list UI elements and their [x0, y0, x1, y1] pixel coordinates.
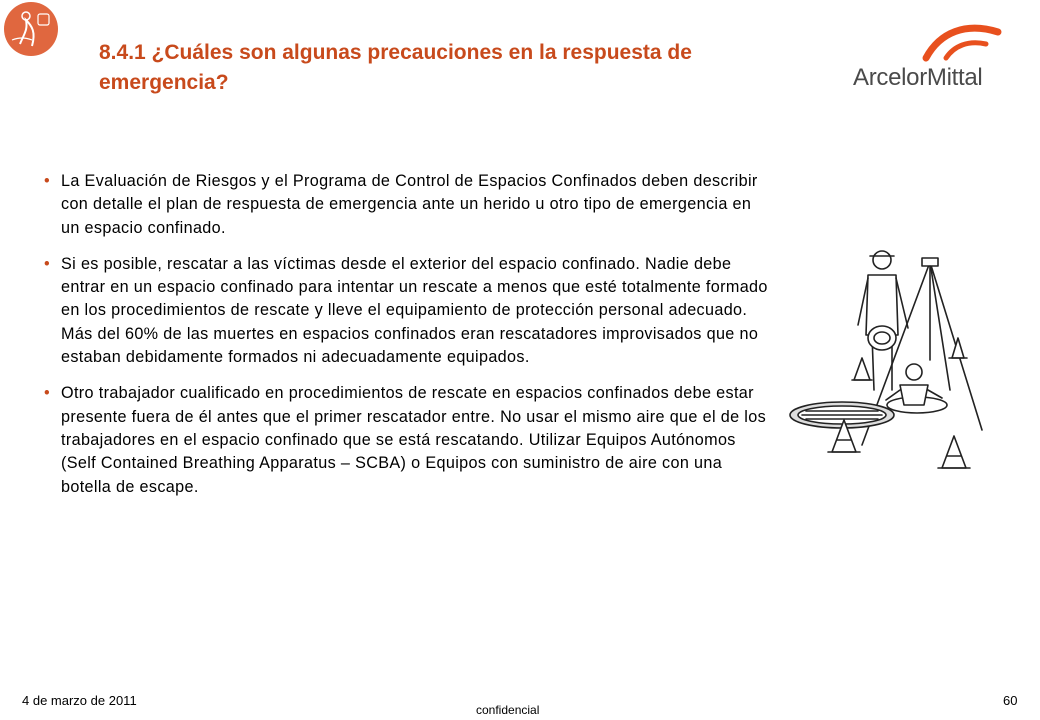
- bullet-marker: •: [44, 384, 51, 403]
- footer-date: 4 de marzo de 2011: [22, 693, 137, 708]
- brand-arc-icon: [848, 14, 1008, 64]
- list-item: [44, 170, 774, 240]
- corporate-logo-icon: [2, 0, 60, 58]
- rescue-illustration-icon: [782, 240, 992, 490]
- bullet-text: Si es posible, rescatar a las víctimas desde el exterior del espacio confinado. Nadie debe entrar en un espacio confinado para intentar un rescate a menos que esté totalmente formado en los procedimientos de rescate y lleve el equipamiento de protección personal adecuado. Más del 60% de las muertes en espacios confinados eran rescatadores improvisados que no estaban debidamente formados ni adecuadamente equipados.: [61, 254, 768, 367]
- list-item: [44, 382, 774, 498]
- bullet-marker: •: [44, 254, 51, 273]
- page-number: 60: [1003, 693, 1018, 708]
- bullet-marker: •: [44, 172, 51, 190]
- bullet-list: [44, 170, 774, 512]
- list-item: [44, 253, 774, 369]
- slide-title: 8.4.1 ¿Cuáles son algunas precauciones en la respuesta de emergencia?: [99, 41, 692, 94]
- brand-logo: [848, 14, 1008, 94]
- footer-confidential: confidencial: [476, 703, 540, 717]
- bullet-text: Otro trabajador cualificado en procedimientos de rescate en espacios confinados debe estar presente fuera de él antes que el primer rescatador entre. No usar el mismo aire que el de los trabajadores en el espacio confinado que se está rescatando. Utilizar Equipos Autónomos (Self Contained Breathing Apparatus – SCBA) o Equipos con suministro de aire con una botella de escape.: [61, 384, 767, 496]
- bullet-text: La Evaluación de Riesgos y el Programa de Control de Espacios Confinados deben describir con detalle el plan de respuesta de emergencia ante un herido u otro tipo de emergencia en un espacio confinado.: [61, 172, 758, 237]
- brand-name: ArcelorMittal: [853, 64, 983, 91]
